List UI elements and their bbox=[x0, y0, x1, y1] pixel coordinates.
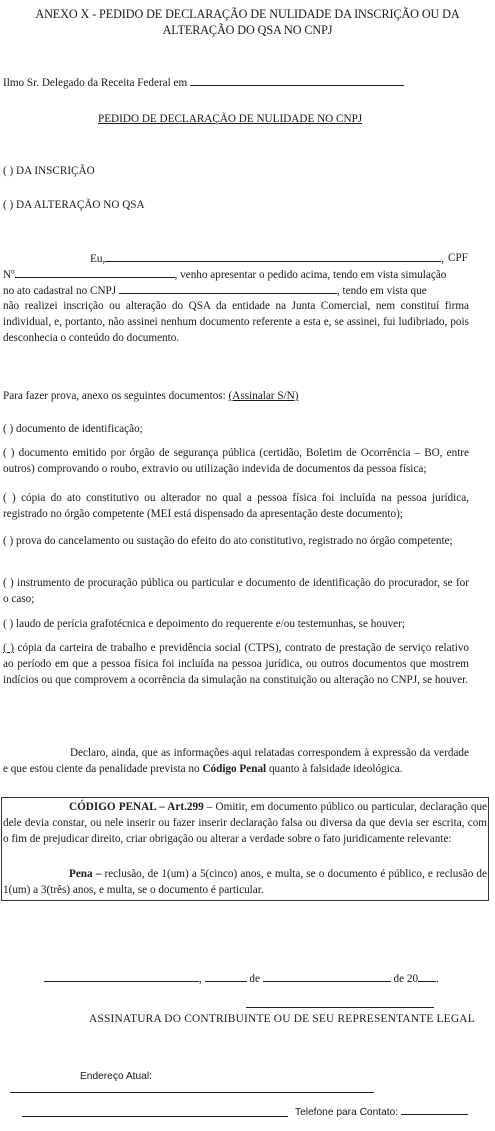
eu-label: Eu, bbox=[90, 253, 106, 265]
phone-label: Telefone para Contato: bbox=[295, 1107, 399, 1118]
penal-code-pena bbox=[3, 866, 487, 898]
date-de-2: de 20 bbox=[393, 973, 419, 985]
date-de-1: de bbox=[249, 973, 260, 985]
cnpj-field[interactable] bbox=[119, 282, 337, 294]
declaration-body: não realizei inscrição ou alteração do QSA da entidade na Junta Comercial, nem constituí firma individual, e, portanto, não assinei nenhum documento referente a esta e, se assinei, fui ludibriado, pois desconhecia o conteúdo do documento. bbox=[3, 300, 469, 344]
codigo-penal-ref: Código Penal bbox=[202, 763, 267, 775]
signature-caption: ASSINATURA DO CONTRIBUINTE OU DE SEU REPRESENTANTE LEGAL bbox=[89, 1013, 475, 1025]
name-field[interactable] bbox=[105, 250, 441, 262]
cpf-field[interactable] bbox=[15, 266, 175, 278]
pena-text: reclusão, de 1(um) a 5(cinco) anos, e multa, se o documento é público, e reclusão de 1(um) a 3(três) anos, e multa, se o documento é particular. bbox=[3, 868, 487, 896]
year-field[interactable] bbox=[418, 970, 436, 982]
document-item-6[interactable]: ( ) laudo de perícia grafotécnica e depoimento do requerente e/ou testemunhas, se houver; bbox=[3, 618, 405, 630]
city-field[interactable] bbox=[44, 970, 199, 982]
documents-intro-text: Para fazer prova, anexo os seguintes documentos: bbox=[3, 390, 229, 402]
penal-code-text: – Omitir, em documento público ou particular, declaração que dele devia constar, ou nele inserir ou fazer inserir declaração falsa ou diversa da que devia ser escrita, com o fim de prejudicar direito, criar obrigação ou alterar a verdade sobre o fato juridicamente relevante: bbox=[3, 801, 487, 845]
date-line: , de de 20 . bbox=[44, 970, 439, 987]
penal-code-article bbox=[3, 799, 487, 847]
day-field[interactable] bbox=[205, 970, 247, 982]
address-line-2[interactable] bbox=[22, 1116, 288, 1117]
ato-cadastral-text: no ato cadastral no CNPJ bbox=[3, 285, 117, 297]
address-line[interactable] bbox=[10, 1092, 374, 1093]
pena-label: Pena – bbox=[69, 868, 102, 880]
cpf-number-label: Nº bbox=[3, 269, 15, 281]
delegacia-field[interactable] bbox=[190, 74, 404, 86]
document-title-line1: ANEXO X - PEDIDO DE DECLARAÇÃO DE NULIDADE DA INSCRIÇÃO OU DA bbox=[35, 7, 460, 21]
document-item-7[interactable] bbox=[3, 640, 469, 688]
document-title-line2: ALTERAÇÃO DO QSA NO CNPJ bbox=[162, 23, 333, 37]
venho-text: , venho apresentar o pedido acima, tendo em vista simulação bbox=[174, 269, 447, 281]
option-inscricao[interactable]: ( ) DA INSCRIÇÃO bbox=[3, 165, 95, 177]
document-item-2[interactable]: ( ) documento emitido por órgão de segurança pública (certidão, Boletim de Ocorrência – BO, entre outros) comprovando o roubo, extravio ou utilização indevida de documentos da pessoa física; bbox=[3, 447, 469, 475]
signature-line[interactable] bbox=[246, 1007, 434, 1008]
document-item-4[interactable]: ( ) prova do cancelamento ou sustação do efeito do ato constitutivo, registrado no órgão competente; bbox=[3, 535, 453, 547]
declaration-cnpj-row bbox=[3, 282, 427, 299]
penal-code-heading: CÓDIGO PENAL – Art.299 bbox=[69, 801, 204, 813]
document-item-5[interactable]: ( ) instrumento de procuração pública ou particular e documento de identificação do procurador, se for o caso; bbox=[3, 577, 469, 605]
phone-field[interactable] bbox=[401, 1105, 468, 1115]
declaration-cpf-row bbox=[3, 266, 446, 283]
month-field[interactable] bbox=[263, 970, 391, 982]
document-item-3[interactable]: ( ) cópia do ato constitutivo ou alterador no qual a pessoa física foi incluída na pessoa jurídica, registrado no órgão competente (MEI está dispensado da apresentação deste documento); bbox=[3, 492, 469, 520]
declaration-eu-row: Eu, , bbox=[90, 250, 444, 267]
phone-row bbox=[295, 1105, 468, 1121]
document-item-7-mark[interactable]: ( ) bbox=[3, 642, 14, 654]
final-declaration-tail: quanto à falsidade ideológica. bbox=[266, 763, 403, 775]
final-declaration bbox=[3, 745, 469, 777]
documents-intro bbox=[3, 388, 298, 404]
tendo-text: , tendo em vista que bbox=[336, 285, 427, 297]
document-item-1[interactable]: ( ) documento de identificação; bbox=[3, 423, 143, 435]
request-subtitle: PEDIDO DE DECLARAÇÃO DE NULIDADE NO CNPJ bbox=[98, 113, 363, 125]
documents-intro-hint: (Assinalar S/N) bbox=[228, 390, 299, 402]
addressee-row bbox=[3, 74, 404, 91]
document-item-7-text: cópia da carteira de trabalho e previdência social (CTPS), contrato de prestação de serviço relativo ao período em que a pessoa física foi incluída na pessoa jurídica, ou outros documentos que mostrem indícios ou que comprovem a ocorrência da simulação na constituição ou alteração no CNPJ, se houver. bbox=[3, 642, 470, 686]
address-label: Endereço Atual: bbox=[80, 1071, 152, 1082]
addressee-label: Ilmo Sr. Delegado da Receita Federal em bbox=[3, 77, 188, 89]
final-declaration-text: Declaro, ainda, que as informações aqui relatadas correspondem à expressão da verdade e que estou ciente da penalidade prevista no bbox=[3, 747, 469, 775]
option-alteracao-qsa[interactable]: ( ) DA ALTERAÇÃO NO QSA bbox=[3, 199, 145, 211]
cpf-label: CPF bbox=[448, 252, 468, 264]
